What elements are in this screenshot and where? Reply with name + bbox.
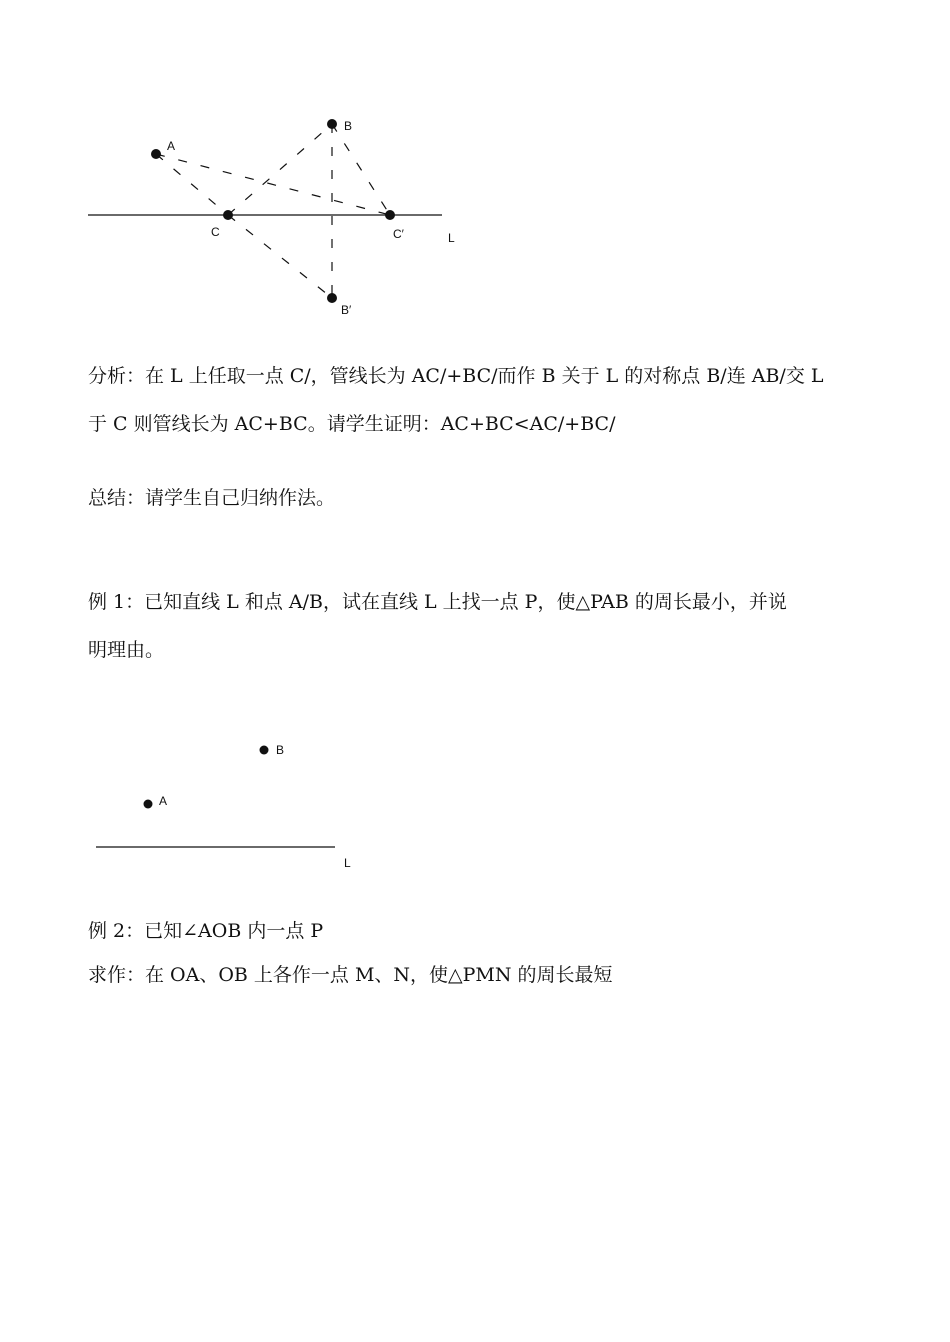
example-2-line-1: 例 2：已知∠AOB 内一点 P — [88, 920, 324, 942]
example-1-line-2: 明理由。 — [88, 639, 165, 661]
figure-reflection-diagram — [0, 0, 950, 340]
example-2-line-2: 求作：在 OA、OB 上各作一点 M、N，使△PMN 的周长最短 — [88, 964, 613, 986]
label-c-prime: C′ — [393, 227, 404, 241]
segment-a-c — [156, 154, 228, 215]
point-b — [260, 746, 269, 755]
example-1-line-1: 例 1：已知直线 L 和点 A/B，试在直线 L 上找一点 P，使△PAB 的周长最小，并说 — [88, 591, 787, 613]
label-c: C — [211, 225, 220, 239]
label-b-prime: B′ — [341, 303, 352, 317]
segment-b-c-prime — [332, 124, 390, 215]
label-line-l: L — [448, 231, 455, 245]
point-b-prime — [327, 293, 337, 303]
point-a — [144, 800, 153, 809]
segment-c-b — [228, 124, 332, 215]
label-line-l: L — [344, 856, 351, 870]
point-c-prime — [385, 210, 395, 220]
analysis-line-2: 于 C 则管线长为 AC+BC。请学生证明：AC+BC<AC/+BC/ — [88, 413, 616, 435]
point-c — [223, 210, 233, 220]
summary-text: 总结：请学生自己归纳作法。 — [88, 487, 336, 509]
label-a: A — [159, 794, 168, 808]
label-a: A — [167, 139, 176, 153]
label-b: B — [276, 743, 285, 757]
segment-c-b-prime — [228, 215, 332, 298]
analysis-line-1: 分析：在 L 上任取一点 C/，管线长为 AC/+BC/而作 B 关于 L 的对称点 B/连 AB/交 L — [88, 365, 824, 387]
point-a — [151, 149, 161, 159]
point-b — [327, 119, 337, 129]
label-b: B — [344, 119, 353, 133]
